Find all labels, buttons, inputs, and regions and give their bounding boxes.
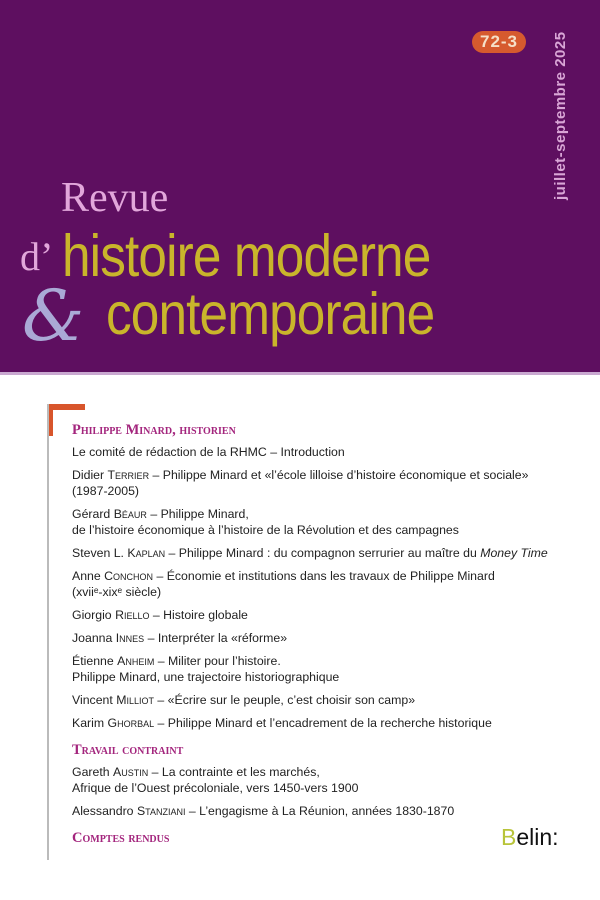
article-title: – Militer pour l’histoire. [154,654,281,668]
publisher-logo-b: B [501,824,517,850]
article-title: – Philippe Minard : du compagnon serrurier au maître du [165,546,481,560]
table-of-contents [72,421,582,852]
vertical-rule [47,404,49,860]
issue-date: juillet-septembre 2025 [552,31,569,200]
article-title: – Philippe Minard et «l’école lilloise d’histoire économique et sociale» [149,468,529,482]
article-title-italic: Money Time [480,546,548,560]
author-first-name: Giorgio [72,608,116,622]
section-heading: Philippe Minard, historien [72,422,236,438]
author-first-name: Didier [72,468,108,482]
article-title: – Économie et institutions dans les travaux de Philippe Minard [153,569,495,583]
article-title-cont: Philippe Minard, une trajectoire historiographique [72,670,340,684]
author-first-name: Steven L. [72,546,128,560]
toc-entry [72,568,495,600]
toc-entry [72,467,528,499]
title-d: d’ [20,234,54,279]
publisher-logo-rest: elin: [516,824,559,850]
article-title: – «Écrire sur le peuple, c’est choisir son camp» [153,693,416,707]
author-first-name: Gérard [72,507,114,521]
author-surname: Milliot [116,693,154,707]
author-surname: Ghorbal [107,716,155,730]
article-title: – L’engagisme à La Réunion, années 1830-1870 [185,804,455,818]
author-surname: Conchon [104,569,154,583]
author-surname: Kaplan [127,546,166,560]
section-heading: Comptes rendus [72,830,170,846]
author-first-name: Gareth [72,765,114,779]
article-title: – Philippe Minard, [146,507,249,521]
author-first-name: Étienne [72,654,118,668]
author-surname: Riello [115,608,150,622]
author-surname: Béaur [113,507,147,521]
article-title: – Histoire globale [149,608,248,622]
title-revue: Revue [61,175,169,221]
toc-entry [72,764,358,796]
toc-entry [72,803,454,819]
divider [0,372,600,375]
article-title: – Philippe Minard et l’encadrement de la recherche historique [154,716,492,730]
toc-entry [72,630,287,646]
toc-entry [72,715,492,731]
article-title-cont: Afrique de l’Ouest précoloniale, vers 1450-vers 1900 [72,781,359,795]
author-first-name: Karim [72,716,108,730]
toc-entry [72,692,415,708]
issue-badge: 72-3 [472,31,526,53]
author-first-name: Vincent [72,693,117,707]
title-ampersand: & [22,275,85,357]
author-surname: Terrier [107,468,150,482]
author-surname: Innes [115,631,145,645]
toc-entry [72,607,248,623]
author-first-name: Alessandro [72,804,137,818]
author-first-name: Le comité de rédaction de la RHMC – Introduction [72,445,345,459]
publisher-logo [501,824,559,850]
title-histoire-moderne: histoire moderne [62,223,431,289]
section-heading: Travail contraint [72,742,184,758]
author-surname: Stanziani [136,804,186,818]
toc-entry [72,506,459,538]
toc-entry [72,545,548,561]
title-contemporaine: contemporaine [106,281,435,347]
article-title-cont: (1987-2005) [72,484,139,498]
author-surname: Austin [113,765,149,779]
article-title: – La contrainte et les marchés, [148,765,320,779]
article-title-cont: de l’histoire économique à l’histoire de la Révolution et des campagnes [72,523,459,537]
toc-entry [72,444,345,460]
author-surname: Anheim [117,654,155,668]
article-title: – Interpréter la «réforme» [144,631,288,645]
author-first-name: Joanna [72,631,116,645]
toc-entry [72,653,339,685]
author-first-name: Anne [72,569,105,583]
article-title-cont: (xviiᵉ-xixᵉ siècle) [72,585,162,599]
